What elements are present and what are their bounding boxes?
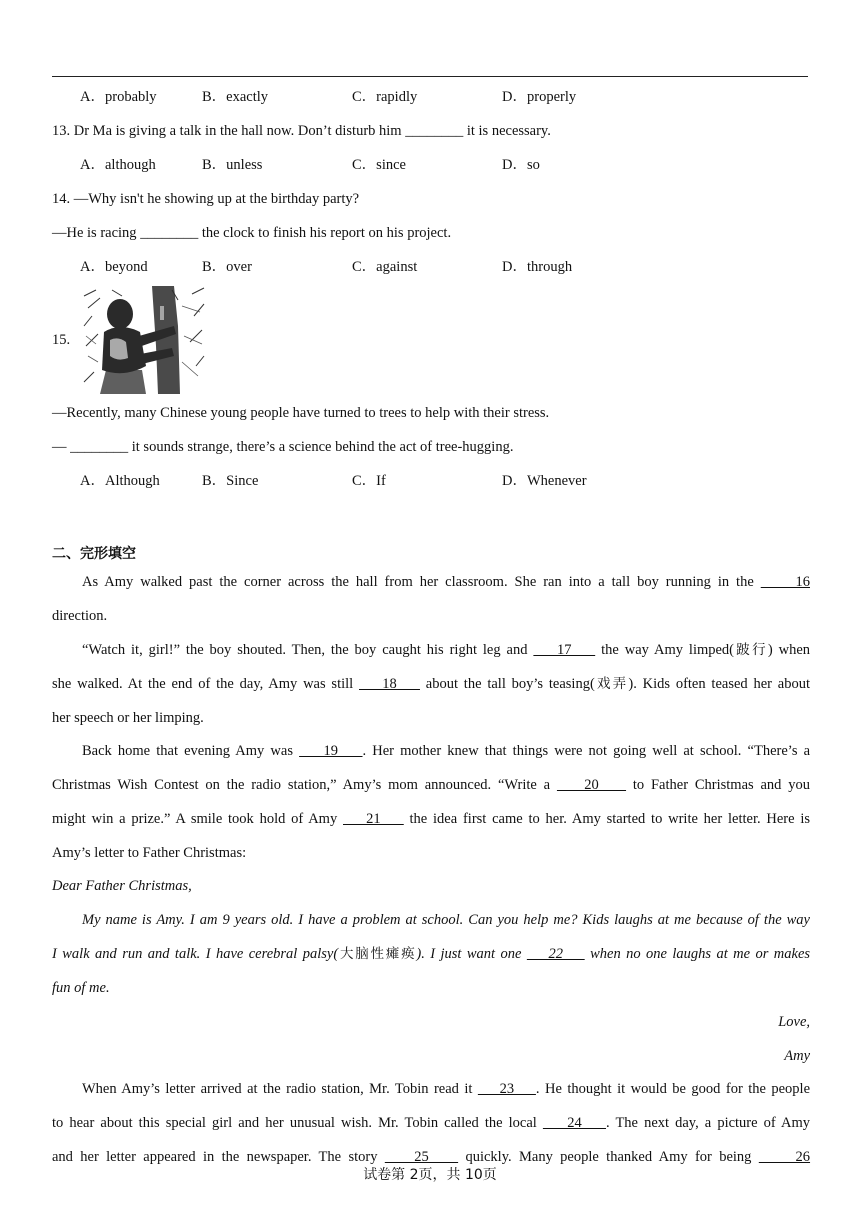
letter-line1: My name is Amy. I am 9 years old. I have a problem at school. Can you help me? Kids laughs at me because of the way: [82, 912, 810, 928]
q14-option-a[interactable]: A．beyond: [80, 259, 148, 275]
blank-23[interactable]: 23: [477, 1081, 536, 1097]
blank-20[interactable]: 20: [556, 777, 627, 793]
q13-option-d[interactable]: D．so: [502, 157, 540, 173]
q12-option-d[interactable]: D．properly: [502, 89, 577, 105]
cloze-p4-line2: to hear about this special girl and her unusual wish. Mr. Tobin called the local 24 . The next day, a picture of Amy: [52, 1115, 811, 1131]
q14-option-b[interactable]: B．over: [202, 259, 252, 275]
header-rule: [52, 76, 808, 77]
q14-option-c[interactable]: C．against: [352, 259, 418, 275]
blank-18[interactable]: 18: [359, 676, 420, 692]
letter-line3: fun of me.: [52, 980, 110, 996]
letter-line2: I walk and run and talk. I have cerebral palsy(大脑性瘫痪). I just want one 22 when no one laughs at me or makes: [52, 946, 811, 962]
letter-signature: Amy: [784, 1048, 810, 1064]
q15-line2: — ________ it sounds strange, there’s a science behind the act of tree-hugging.: [52, 439, 514, 455]
letter-salutation: Dear Father Christmas,: [52, 878, 192, 894]
cloze-p2-line2: she walked. At the end of the day, Amy was still 18 about the tall boy’s teasing(戏弄). Kids often teased her about: [52, 676, 810, 692]
blank-22[interactable]: 22: [526, 946, 585, 962]
q13-option-a[interactable]: A．although: [80, 157, 156, 173]
q13-option-c[interactable]: C．since: [352, 157, 406, 173]
q14-line2: —He is racing ________ the clock to finish his report on his project.: [52, 225, 452, 241]
section-heading-cloze: 二、完形填空: [52, 546, 136, 562]
cloze-p4-line3: and her letter appeared in the newspaper. The story 25 quickly. Many people thanked Amy for being 26: [52, 1149, 811, 1165]
blank-17[interactable]: 17: [533, 642, 596, 658]
cloze-p3-line4: Amy’s letter to Father Christmas:: [52, 845, 247, 861]
q14-option-d[interactable]: D．through: [502, 259, 573, 275]
cloze-p3-line2: Christmas Wish Contest on the radio station,” Amy’s mom announced. “Write a 20 to Father Christmas and you: [52, 777, 810, 793]
blank-24[interactable]: 24: [542, 1115, 607, 1131]
q13-stem: 13. Dr Ma is giving a talk in the hall now. Don’t disturb him ________ it is necessary.: [52, 123, 551, 139]
letter-closing: Love,: [778, 1014, 810, 1030]
q12-option-a[interactable]: A．probably: [80, 89, 157, 105]
blank-26[interactable]: 26: [758, 1149, 811, 1165]
q15-blank[interactable]: ________: [70, 439, 129, 455]
blank-19[interactable]: 19: [299, 743, 363, 759]
cloze-p1-line2: direction.: [52, 608, 108, 624]
blank-16[interactable]: 16: [760, 574, 810, 590]
q15-option-a[interactable]: A．Although: [80, 473, 160, 489]
q14-line1: 14. —Why isn't he showing up at the birthday party?: [52, 191, 360, 207]
q15-option-d[interactable]: D．Whenever: [502, 473, 587, 489]
q12-option-c[interactable]: C．rapidly: [352, 89, 418, 105]
blank-25[interactable]: 25: [384, 1149, 459, 1165]
cloze-p2-line1: “Watch it, girl!” the boy shouted. Then, the boy caught his right leg and 17 the way Amy limped(跛行) when: [82, 642, 811, 658]
q13-option-b[interactable]: B．unless: [202, 157, 263, 173]
q15-option-b[interactable]: B．Since: [202, 473, 259, 489]
q13-blank[interactable]: ________: [405, 123, 464, 139]
q15-number: 15.: [52, 332, 71, 348]
page-footer: 试卷第 2页，共 10页: [363, 1167, 497, 1183]
cloze-p1-line1: As Amy walked past the corner across the hall from her classroom. She ran into a tall boy running in the 16: [82, 574, 810, 590]
blank-21[interactable]: 21: [343, 811, 404, 827]
cloze-p3-line3: might win a prize.” A smile took hold of Amy 21 the idea first came to her. Amy started to write her letter. Here is: [52, 811, 810, 827]
cloze-p2-line3: her speech or her limping.: [52, 710, 204, 726]
q15-line1: —Recently, many Chinese young people have turned to trees to help with their stress.: [52, 405, 550, 421]
tree-hugging-photo: [82, 286, 206, 394]
cloze-p4-line1: When Amy’s letter arrived at the radio station, Mr. Tobin read it 23 . He thought it would be good for the people: [82, 1081, 811, 1097]
q12-option-b[interactable]: B．exactly: [202, 89, 269, 105]
q14-blank[interactable]: ________: [140, 225, 199, 241]
q15-option-c[interactable]: C．If: [352, 473, 386, 489]
cloze-p3-line1: Back home that evening Amy was 19 . Her mother knew that things were not going well at school. “There’s a: [82, 743, 811, 759]
